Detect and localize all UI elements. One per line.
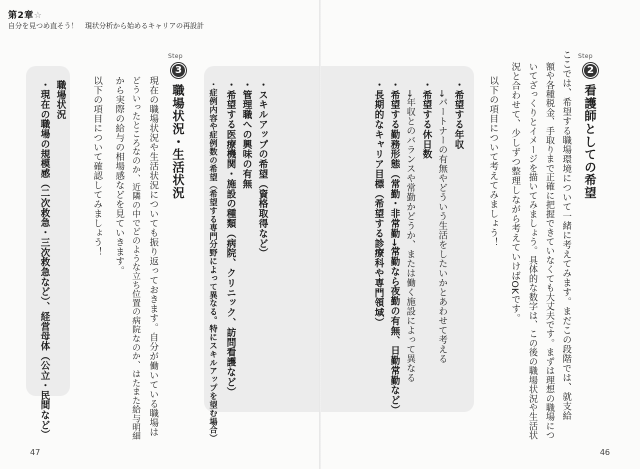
step3-paragraph-line-1: 現在の職場状況や生活状況についても振り返っておきます。自分が働いている職場は [147, 76, 159, 437]
chapter-label [8, 8, 42, 21]
step2-paragraph-line-1: ここでは、希望する職場環境について一緒に考えてみます。まだこの段階では、就支給 [560, 50, 572, 421]
step3-badge-icon [170, 62, 187, 79]
step3-number: 3 [171, 63, 186, 78]
step3-paragraph-line-2: どういったところなのか、近隣の中でどのような立ち位置の病院なのか、はたまた給与明細 [130, 76, 141, 441]
page-number-right: 46 [599, 448, 610, 457]
step2-paragraph-line-2: 額や各種税金、手取りまで正確に把握できていなくても大丈夫です。まずは理想の職場につ [543, 62, 554, 441]
step3-heading: 職場状況・生活状況 [171, 84, 185, 200]
step2-item-1-note: →パートナーの有無やどういう生活をしたいかとあわせて考える [436, 80, 448, 364]
step2-number: 2 [583, 63, 598, 78]
chapter-star-icon: ☆ [33, 11, 43, 21]
chapter-number: 第2章 [8, 11, 34, 21]
step2-item-6: ・管理職への興味の有無 [240, 80, 252, 189]
step3-paragraph-line-3: から実際の給与の相場感などを見ていきます。 [113, 76, 125, 276]
step3-item-heading: 職場状況 [54, 80, 66, 120]
step2-item-4: ・長期的なキャリア目標（希望する診療科や専門領域） [372, 80, 384, 328]
step2-item-5: ・スキルアップの希望（資格取得など） [256, 80, 268, 259]
step2-item-3: ・希望する勤務形態（常勤・非常勤→常勤なら夜勤の有無、日勤常勤など） [388, 80, 400, 416]
step2-item-2: ・希望する休日数 [420, 80, 432, 160]
step2-lead: 以下の項目について考えてみましょう！ [487, 76, 499, 247]
page-number-left: 47 [30, 448, 41, 457]
step2-label: Step [578, 53, 593, 60]
step2-paragraph-line-4: 況と合わせて、少しずつ整理しながら考えていけばOKです。 [509, 62, 521, 323]
step3-lead: 以下の項目について確認してみましょう！ [91, 76, 103, 257]
step2-badge-icon [582, 62, 599, 79]
step3-item-1: ・現在の職場の規模感（二次救急・三次救急など）、経営母体（公立・民間など） [38, 80, 50, 440]
step2-heading: 看護師としての希望 [583, 84, 597, 200]
step2-item-1: ・希望する年収 [452, 80, 464, 150]
step2-item-7: ・希望する医療機関・施設の種類（病院、クリニック、訪問看護など） [224, 80, 236, 397]
right-page [320, 0, 640, 469]
chapter-subtitle: 自分を見つめ直そう！ 現状分析から始めるキャリアの再設計 [8, 22, 204, 30]
step3-label: Step [168, 53, 183, 60]
step2-item-8: ・症例内容や症例数の希望（希望する専門分野によって異なる。特にスキルアップを望む場合） [209, 80, 219, 443]
step2-paragraph-line-3: いてざっくりとイメージを描いてみましょう。具体的な数字は、この後の職場状況や生活状 [526, 62, 537, 441]
step2-item-2-note: →年収とのバランスや常勤かどうか、または働く施設によって異なる [404, 80, 416, 383]
